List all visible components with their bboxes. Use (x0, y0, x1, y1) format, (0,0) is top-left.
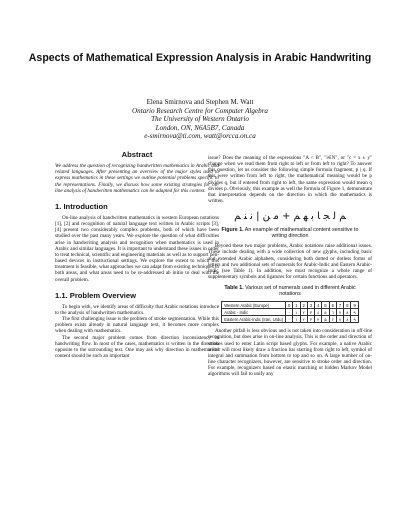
numerals-table-row (222, 316, 359, 323)
numeral-cell: 8 (344, 302, 351, 309)
numeral-cell: ٠ (285, 309, 292, 316)
introduction-paragraph: On-line analysis of handwritten mathematics in western European notations [1], [2] and recognition of natural language text written in Arabic scripts [3], [4] present two considerably complex problems, both of which have been studied over the past many years. We explore the question of what difficulties arise in handwriting analysis and recognition when mathematics is used in Arabic and similar languages. It is important to understand these issues in order to treat technical, scientific and engineering materials as well as to support pen-based devices in instructional settings. We explore the extent to which this treatment is feasible, what approaches we can adapt from existing techniques in both areas, and what areas need to be re-addressed ab initio to deal with the overall problem. (55, 215, 219, 283)
numeral-cell: ٤ (315, 309, 322, 316)
numeral-cell: 9 (351, 302, 358, 309)
numeral-cell: ۳ (307, 316, 314, 323)
right-paragraph-3: Another pitfall is less obvious and is not taken into consideration in off-line recognition, but does arise in on-line analysis. This is the order and direction of strokes used to enter Latin script based glyphs. For example, a native Arabic writer will most likely draw a fraction bar starting from right to left, symbol of integral and summation from bottom to top and so on. A large number of on-line character recognizers, however, are sensitive to stroke order and direction. For example, recognizers based on elastic matching or hidden Markov Model algorithms will fail to unify any (208, 328, 372, 378)
figure-1-caption-text: An example of mathematical content sensitive to writing direction (244, 227, 359, 240)
numeral-cell: ۲ (300, 316, 307, 323)
numeral-cell: 1 (293, 302, 300, 309)
problem-overview-paragraph-1: To begin with, we identify areas of difficulty that Arabic notations introduce to the analysis of handwritten mathematics. (55, 303, 219, 316)
right-paragraph-2: Beyond these two major problems, Arabic notations raise additional issues. These include dealing with a wide collection of new glyphs, including basic and extended Arabic alphabets, considering both dotted or dotless forms of letters and two additional sets of numerals for Arabic-Indic and Eastern Arabic-Indic (see Table 1). In addition, we must recognize a whole range of supplementary symbols and ligatures for certain functions and operators. (208, 243, 372, 281)
abstract-text: We address the question of recognizing handwritten mathematics in Arabic and related languages. After presenting an overview of the major styles used to express mathematics in these settings we outline potential problems specific to the representations. Finally, we discuss how some existing strategies for on-line analysis of handwritten mathematics can be adapted for this context. (55, 163, 219, 194)
numerals-row-label: Arabic - Indic (222, 309, 286, 316)
numeral-cell: ۶ (329, 316, 336, 323)
author-names: Elena Smirnova and Stephen M. Watt (146, 98, 254, 106)
numeral-cell: ۰ (285, 316, 292, 323)
right-paragraph-1: issue? Does the meaning of the expressions "A < B", "i∈N", or "c = x ± y" change when we read them from right to left or from left to right? To answer this question, let us consider the following simple formula fragment, p | q. If this were written from left to right, the mathematical meaning would be p divides q, but if entered from right to left, the same expression would mean q divides p. Obviously, this example as well the formula of Figure 1, demonstrate that interpretation depends on the direction in which the mathematics is written. (208, 155, 372, 205)
numeral-cell: ١ (293, 309, 300, 316)
author-email: e-smirnova@ti.com, watt@orcca.on.ca (144, 132, 256, 141)
numeral-cell: ٨ (344, 309, 351, 316)
numeral-cell: ٧ (336, 309, 343, 316)
table-1-caption-text: Various set of numerals used in different Arabic notations (245, 285, 356, 298)
affiliation-line-2: The University of Western Ontario (151, 115, 249, 124)
numeral-cell: 7 (336, 302, 343, 309)
table-1-caption-label: Table 1. (224, 285, 244, 292)
numeral-cell: ۹ (351, 316, 358, 323)
right-column (208, 155, 372, 377)
numeral-cell: 2 (300, 302, 307, 309)
paper-title: Aspects of Mathematical Expression Analysis in Arabic Handwriting (28, 52, 372, 64)
problem-overview-heading: 1.1. Problem Overview (55, 290, 137, 300)
numerals-row-label: Western Arabic (Europe) (222, 302, 286, 309)
numeral-cell: ٢ (300, 309, 307, 316)
affiliation-line-1: Ontario Research Centre for Computer Algebra (132, 106, 268, 115)
numeral-cell: ٣ (307, 309, 314, 316)
numerals-row-label: Eastern Arabic-Indic (Iran, Urdu) (222, 316, 286, 323)
numeral-cell: ۴ (315, 316, 322, 323)
numeral-cell: 6 (329, 302, 336, 309)
author-location: London, ON, N6A5B7, Canada (155, 123, 245, 132)
numeral-cell: 0 (285, 302, 292, 309)
figure-1 (208, 210, 372, 224)
left-column (55, 150, 219, 359)
numerals-table-row (222, 309, 359, 316)
numeral-cell: ۵ (322, 316, 329, 323)
problem-overview-paragraph-2: The first challenging issue is the problem of stroke segmentation. While this problem exists already in natural language text, it becomes more complex when dealing with mathematics. (55, 316, 219, 335)
introduction-heading: 1. Introduction (55, 202, 108, 212)
figure-1-caption (216, 227, 364, 239)
numeral-cell: 5 (322, 302, 329, 309)
numeral-cell: ۱ (293, 316, 300, 323)
numeral-cell: 4 (315, 302, 322, 309)
figure-1-handwritten-formula: ﻢ ﻟ ﺠ ﺎ ﺑ ﻬ ﻢ + ﻣ ﻦ | ﻧ ﻨ ﻢ (234, 211, 346, 223)
numeral-cell: ۷ (336, 316, 343, 323)
numeral-cell: ٩ (351, 309, 358, 316)
problem-overview-paragraph-3: The second major problem comes from direction inconsistency in handwriting flow. In most of the cases, mathematics is written in the direction opposite to the surrounding text. One may ask why direction in mathematical content should be such an important (55, 334, 219, 359)
author-block (0, 98, 400, 141)
numerals-table-row (222, 302, 359, 309)
numeral-cell: ۸ (344, 316, 351, 323)
figure-1-caption-label: Figure 1. (221, 227, 244, 234)
table-1-caption (216, 285, 364, 297)
numeral-cell: ٦ (329, 309, 336, 316)
abstract-heading: Abstract (121, 150, 153, 159)
numeral-cell: 3 (307, 302, 314, 309)
numerals-table (221, 301, 359, 323)
numeral-cell: ٥ (322, 309, 329, 316)
